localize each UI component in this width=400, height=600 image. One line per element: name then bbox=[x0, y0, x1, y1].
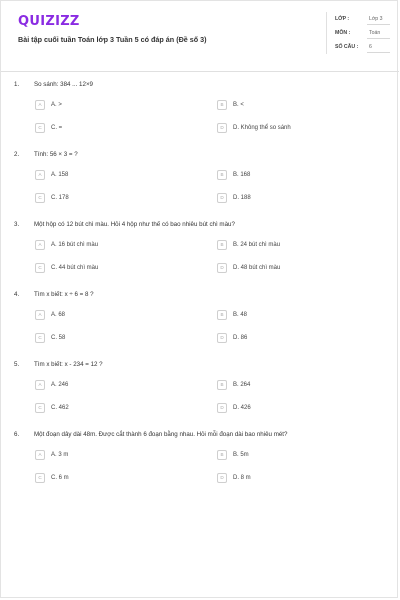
option-text: D. 86 bbox=[233, 334, 248, 341]
option-text: C. = bbox=[51, 124, 63, 131]
option-text: A. 158 bbox=[51, 171, 69, 178]
option-letter-box[interactable]: A bbox=[35, 170, 45, 180]
question-text: Một đoạn dây dài 48m. Được cắt thành 6 đoạn bằng nhau. Hỏi mỗi đoạn dài bao nhiêu mét? bbox=[34, 431, 288, 438]
option-letter-box[interactable]: C bbox=[35, 403, 45, 413]
option-text: D. 8 m bbox=[233, 474, 251, 481]
option-letter-box[interactable]: B bbox=[217, 240, 227, 250]
meta-underline bbox=[367, 52, 390, 53]
option-letter-box[interactable]: B bbox=[217, 450, 227, 460]
option-text: A. 3 m bbox=[51, 451, 69, 458]
meta-row-subject bbox=[327, 26, 392, 40]
worksheet-header bbox=[1, 1, 400, 73]
meta-label: MÔN : bbox=[335, 30, 351, 36]
meta-underline bbox=[367, 24, 390, 25]
option-text: C. 58 bbox=[51, 334, 66, 341]
option-letter-box[interactable]: C bbox=[35, 333, 45, 343]
question-number: 4. bbox=[14, 291, 20, 298]
question-item bbox=[1, 81, 400, 151]
option-letter-box[interactable]: D bbox=[217, 403, 227, 413]
option-letter-box[interactable]: D bbox=[217, 123, 227, 133]
option-letter-box[interactable]: A bbox=[35, 100, 45, 110]
option-text: C. 44 bút chì màu bbox=[51, 264, 99, 271]
option-text: D. 426 bbox=[233, 404, 251, 411]
meta-underline bbox=[367, 38, 390, 39]
option-letter-box[interactable]: A bbox=[35, 310, 45, 320]
option-letter-box[interactable]: B bbox=[217, 100, 227, 110]
option-letter-box[interactable]: A bbox=[35, 380, 45, 390]
option-letter-box[interactable]: D bbox=[217, 473, 227, 483]
question-number: 6. bbox=[14, 431, 20, 438]
question-item bbox=[1, 221, 400, 291]
meta-value: Toán bbox=[369, 30, 381, 36]
option-text: B. 48 bbox=[233, 311, 248, 318]
meta-label: LỚP : bbox=[335, 16, 350, 22]
question-number: 2. bbox=[14, 151, 20, 158]
option-text: C. 178 bbox=[51, 194, 69, 201]
header-divider bbox=[1, 71, 399, 72]
meta-row-class bbox=[327, 12, 392, 26]
option-letter-box[interactable]: B bbox=[217, 170, 227, 180]
option-letter-box[interactable]: A bbox=[35, 450, 45, 460]
option-text: B. 168 bbox=[233, 171, 251, 178]
option-letter-box[interactable]: D bbox=[217, 333, 227, 343]
option-text: A. 16 bút chì màu bbox=[51, 241, 99, 248]
option-text: B. 264 bbox=[233, 381, 251, 388]
question-item bbox=[1, 151, 400, 221]
question-text: Một hộp có 12 bút chì màu. Hỏi 4 hộp như thế có bao nhiêu bút chì màu? bbox=[34, 221, 235, 228]
option-letter-box[interactable]: D bbox=[217, 193, 227, 203]
question-text: Tìm x biết: x - 234 = 12 ? bbox=[34, 361, 103, 368]
option-text: B. 5m bbox=[233, 451, 249, 458]
option-letter-box[interactable]: A bbox=[35, 240, 45, 250]
question-item bbox=[1, 291, 400, 361]
option-letter-box[interactable]: B bbox=[217, 380, 227, 390]
question-text: So sánh: 384 ... 12×9 bbox=[34, 81, 93, 88]
option-text: D. 48 bút chì màu bbox=[233, 264, 281, 271]
question-item bbox=[1, 361, 400, 431]
question-text: Tính: 56 × 3 = ? bbox=[34, 151, 78, 158]
question-number: 1. bbox=[14, 81, 20, 88]
option-text: C. 462 bbox=[51, 404, 69, 411]
option-text: B. < bbox=[233, 101, 244, 108]
option-letter-box[interactable]: B bbox=[217, 310, 227, 320]
meta-label: SỐ CÂU : bbox=[335, 44, 359, 50]
option-letter-box[interactable]: C bbox=[35, 123, 45, 133]
question-item bbox=[1, 431, 400, 501]
option-text: D. Không thể so sánh bbox=[233, 124, 291, 131]
question-text: Tìm x biết: x ÷ 6 = 8 ? bbox=[34, 291, 94, 298]
option-text: A. > bbox=[51, 101, 62, 108]
quizizz-logo: QUIZIZZ bbox=[18, 14, 80, 29]
option-letter-box[interactable]: C bbox=[35, 193, 45, 203]
question-number: 3. bbox=[14, 221, 20, 228]
meta-value: 6 bbox=[369, 44, 372, 50]
option-text: C. 6 m bbox=[51, 474, 69, 481]
option-text: A. 246 bbox=[51, 381, 69, 388]
option-letter-box[interactable]: D bbox=[217, 263, 227, 273]
option-letter-box[interactable]: C bbox=[35, 263, 45, 273]
option-text: D. 188 bbox=[233, 194, 251, 201]
meta-value: Lớp 3 bbox=[369, 16, 383, 22]
option-letter-box[interactable]: C bbox=[35, 473, 45, 483]
question-number: 5. bbox=[14, 361, 20, 368]
option-text: A. 68 bbox=[51, 311, 66, 318]
option-text: B. 24 bút chì màu bbox=[233, 241, 281, 248]
worksheet-title: Bài tập cuối tuần Toán lớp 3 Tuần 5 có đáp án (Đề số 3) bbox=[18, 35, 207, 44]
meta-row-question-count bbox=[327, 40, 392, 54]
meta-info-box bbox=[326, 12, 392, 54]
